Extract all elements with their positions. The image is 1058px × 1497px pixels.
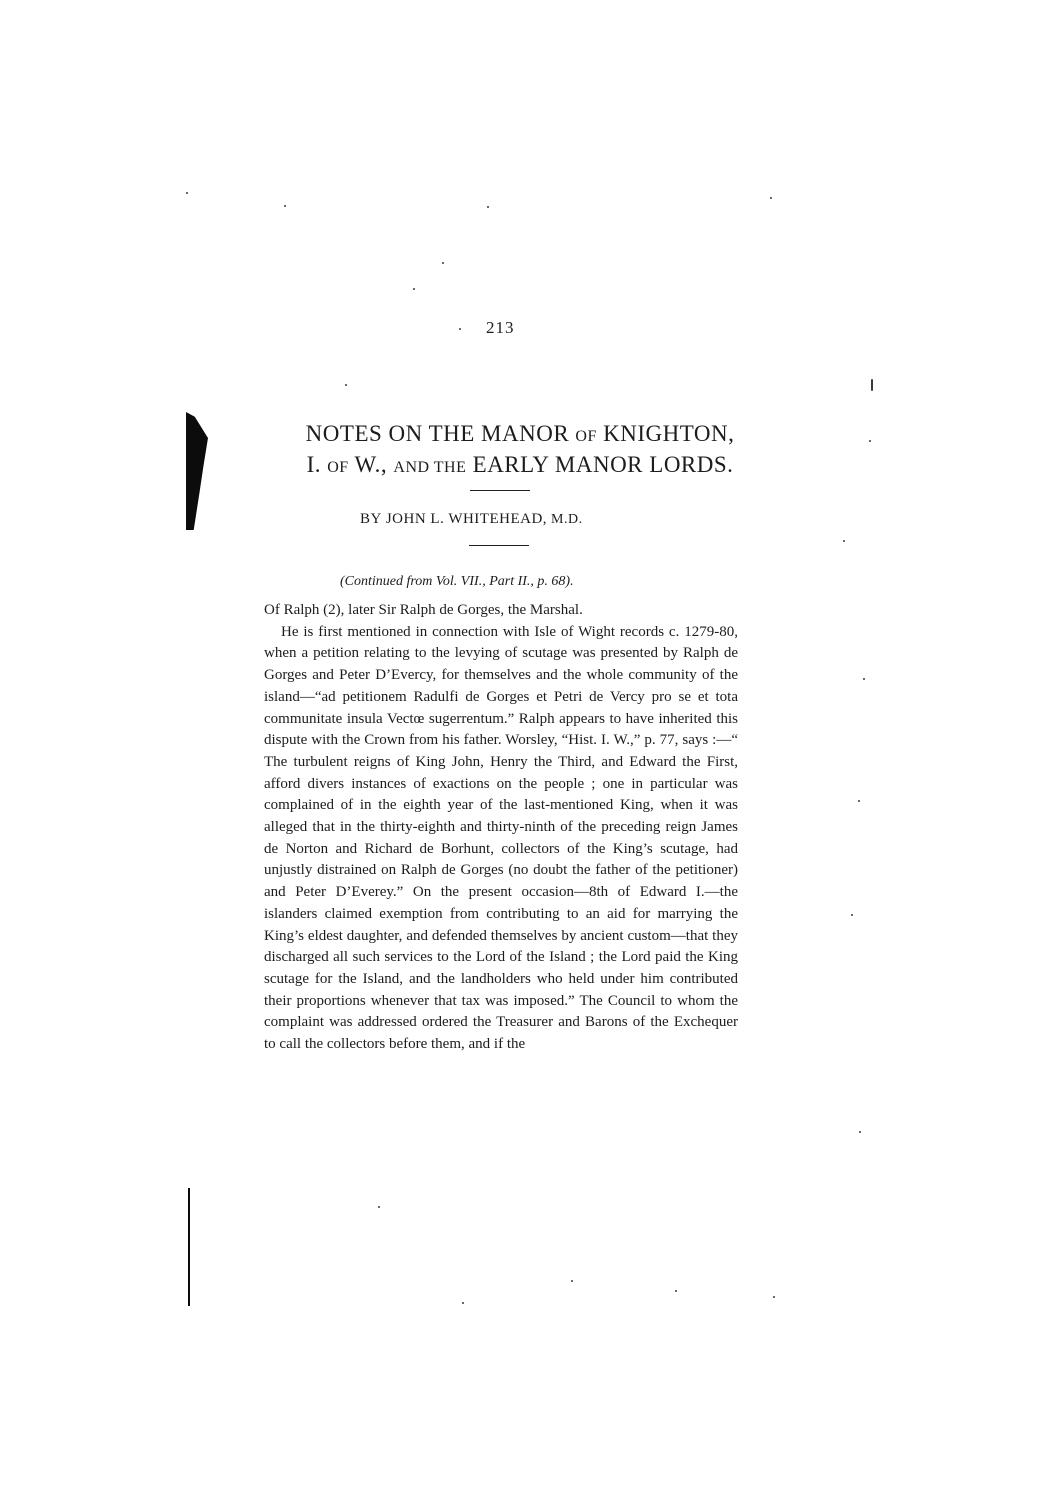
- dust-speck: [378, 1206, 380, 1208]
- dust-speck: [869, 440, 871, 442]
- article-title: [200, 420, 840, 482]
- title-text: W.,: [354, 452, 388, 477]
- dust-speck: [871, 379, 873, 391]
- dust-speck: [345, 384, 347, 386]
- dust-speck: [843, 540, 845, 542]
- paragraph: Of Ralph (2), later Sir Ralph de Gorges, the Marshal.: [264, 602, 583, 618]
- dust-speck: [773, 1296, 775, 1298]
- byline-author: JOHN L. WHITEHEAD,: [385, 511, 548, 527]
- byline-prefix: BY: [360, 511, 382, 527]
- byline-degree: M.D.: [551, 512, 583, 527]
- dust-speck: [571, 1280, 573, 1282]
- title-text-small: OF: [327, 459, 349, 476]
- title-text-small: AND THE: [393, 459, 467, 476]
- title-text: KNIGHTON,: [603, 421, 735, 446]
- byline: [360, 511, 680, 528]
- dust-speck: [675, 1290, 677, 1292]
- page-number: 213: [486, 318, 515, 337]
- dust-speck: [459, 328, 461, 330]
- title-text: NOTES ON THE MANOR: [305, 421, 570, 446]
- article-body: [264, 600, 738, 1056]
- dust-speck: [863, 678, 865, 680]
- continuation-note: (Continued from Vol. VII., Part II., p. 68).: [340, 574, 574, 589]
- dust-speck: [186, 192, 188, 194]
- title-text: EARLY MANOR LORDS.: [472, 452, 734, 477]
- byline-divider: [469, 545, 529, 546]
- dust-speck: [462, 1302, 464, 1304]
- title-line-2: [200, 451, 840, 482]
- paragraph: He is first mentioned in connection with Isle of Wight records c. 1279-80, when a petition relating to the levying of scutage was presented by Ralph de Gorges and Peter D’Evercy, for themselves and the whole community of the island—“ad petitionem Radulfi de Gorges et Petri de Vercy pro se et tota communitate insula Vectœ sugerrentum.” Ralph appears to have inherited this dispute with the Crown from his father. Worsley, “Hist. I. W.,” p. 77, says :—“ The turbulent reigns of King John, Henry the Third, and Edward the First, afford divers instances of exactions on the people ; one in particular was complained of in the eighth year of the last-mentioned King, when it was alleged that in the thirty-eighth and thirty-ninth of the preceding reign James de Norton and Richard de Borhunt, collectors of the King’s scutage, had unjustly distrained on Ralph de Gorges (no doubt the father of the petitioner) and Peter D’Everey.” On the present occasion—8th of Edward I.—the islanders claimed exemption from contributing to an aid for marrying the King’s eldest daughter, and defended themselves by ancient custom—that they discharged all such services to the Lord of the Island ; the Lord paid the King scutage for the Island, and the landholders who held under him contributed their proportions whenever that tax was imposed.” The Council to whom the complaint was addressed ordered the Treasurer and Barons of the Exchequer to call the collectors before them, and if the: [264, 623, 738, 1053]
- dust-speck: [859, 1131, 861, 1133]
- dust-speck: [851, 914, 853, 916]
- title-line-1: [200, 420, 840, 451]
- dust-speck: [284, 205, 286, 207]
- dust-speck: [442, 262, 444, 264]
- title-divider: [470, 490, 530, 491]
- dust-speck: [413, 288, 415, 290]
- dust-speck: [487, 206, 489, 208]
- title-text: I.: [306, 452, 321, 477]
- scan-edge-line: [188, 1188, 190, 1306]
- dust-speck: [770, 197, 772, 199]
- title-text-small: OF: [575, 428, 597, 445]
- dust-speck: [858, 800, 860, 802]
